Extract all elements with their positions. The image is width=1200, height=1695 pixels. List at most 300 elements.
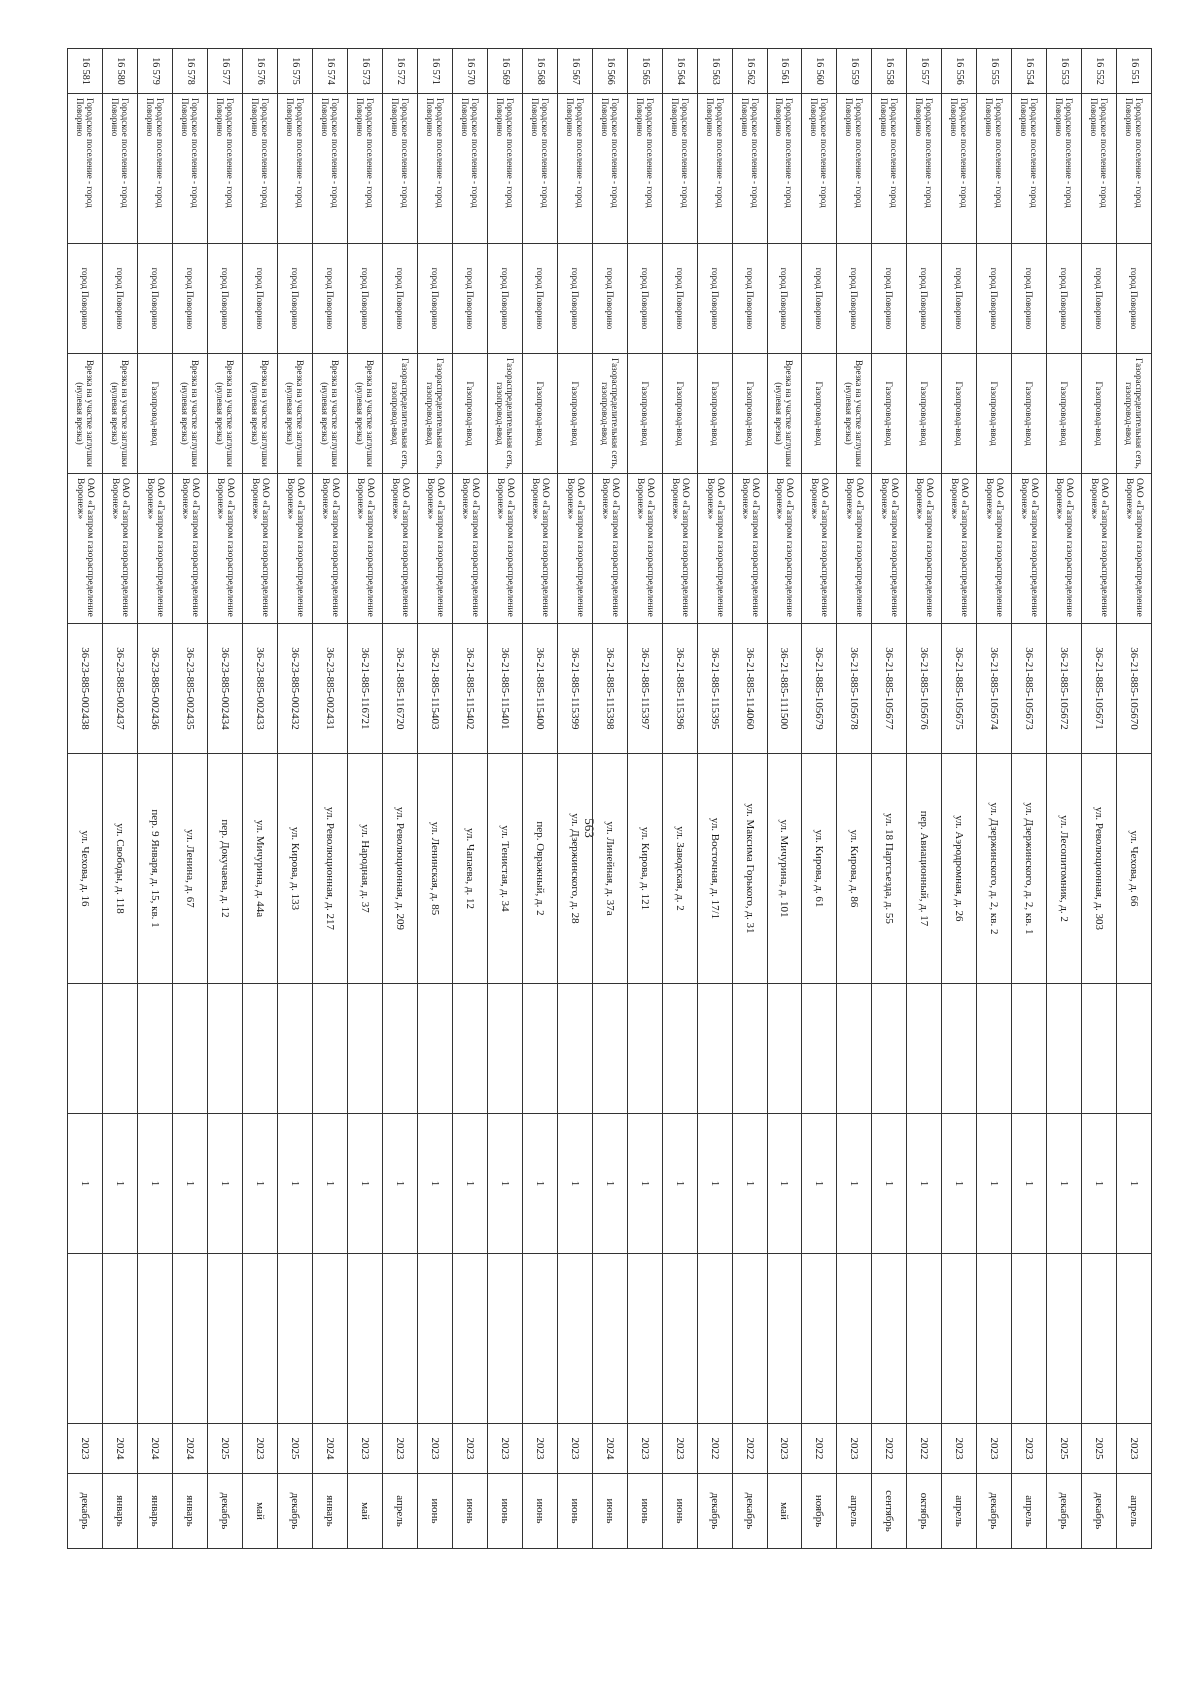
cell-cadastral: 36-21-885-116721 [348, 624, 383, 754]
cell-cadastral: 36-23-885-002437 [103, 624, 138, 754]
cell-count: 1 [1012, 1114, 1047, 1254]
cell-address: ул. Аэродромная, д. 26 [942, 754, 977, 984]
cell-type: Газопровод-ввод [138, 354, 173, 474]
cell-town: город Поворино [68, 244, 103, 354]
cell-settlement: Городское поселение - город Поворино [872, 94, 907, 244]
cell-settlement: Городское поселение - город Поворино [487, 94, 522, 244]
cell-org: ОАО «Газпром газораспределение Воронеж» [627, 474, 662, 624]
cell-count: 1 [592, 1114, 627, 1254]
cell-id [557, 49, 592, 94]
cell-year: 2023 [417, 1424, 452, 1474]
cell-town: город Поворино [697, 244, 732, 354]
cell-month: апрель [1117, 1474, 1152, 1549]
cell-type: Газораспределительная сеть, газопровод-ввод [487, 354, 522, 474]
row-number: 16 562 [744, 57, 756, 85]
cell-empty [557, 984, 592, 1114]
cell-year: 2023 [767, 1424, 802, 1474]
cell-type: Газопровод-ввод [907, 354, 942, 474]
cell-month: декабрь [732, 1474, 767, 1549]
cell-org: ОАО «Газпром газораспределение Воронеж» [837, 474, 872, 624]
row-number: 16 559 [849, 57, 861, 85]
cell-cadastral: 36-21-885-115398 [592, 624, 627, 754]
cell-empty [103, 984, 138, 1114]
table-row [627, 49, 662, 1549]
table-row [208, 49, 243, 1549]
cell-type: Газопровод-ввод [942, 354, 977, 474]
cell-count: 1 [452, 1114, 487, 1254]
cell-cadastral: 36-21-885-111500 [767, 624, 802, 754]
cell-empty [732, 984, 767, 1114]
row-number: 16 558 [884, 57, 896, 85]
cell-settlement: Городское поселение - город Поворино [732, 94, 767, 244]
cell-count: 1 [68, 1114, 103, 1254]
cell-month: декабрь [208, 1474, 243, 1549]
cell-org: ОАО «Газпром газораспределение Воронеж» [417, 474, 452, 624]
cell-town: город Поворино [907, 244, 942, 354]
cell-org: ОАО «Газпром газораспределение Воронеж» [942, 474, 977, 624]
cell-cadastral: 36-23-885-002432 [278, 624, 313, 754]
cell-empty [103, 1254, 138, 1424]
cell-org: ОАО «Газпром газораспределение Воронеж» [278, 474, 313, 624]
cell-month: июнь [522, 1474, 557, 1549]
cell-empty [208, 984, 243, 1114]
cell-id [732, 49, 767, 94]
cell-id [138, 49, 173, 94]
cell-year: 2023 [522, 1424, 557, 1474]
cell-address: ул. Кирова, д. 61 [802, 754, 837, 984]
cell-empty [627, 984, 662, 1114]
cell-year: 2023 [557, 1424, 592, 1474]
cell-settlement: Городское поселение - город Поворино [1012, 94, 1047, 244]
cell-month: декабрь [278, 1474, 313, 1549]
cell-cadastral: 36-21-885-105679 [802, 624, 837, 754]
cell-empty [977, 1254, 1012, 1424]
cell-type: Врезка на участке заглушки (нулевая врезка) [313, 354, 348, 474]
cell-empty [662, 984, 697, 1114]
cell-settlement: Городское поселение - город Поворино [907, 94, 942, 244]
row-number: 16 560 [814, 57, 826, 85]
row-number: 16 577 [220, 57, 232, 85]
cell-cadastral: 36-21-885-105672 [1047, 624, 1082, 754]
cell-count: 1 [138, 1114, 173, 1254]
cell-cadastral: 36-21-885-105673 [1012, 624, 1047, 754]
cell-empty [592, 1254, 627, 1424]
cell-address: ул. Максима Горького, д. 31 [732, 754, 767, 984]
row-number: 16 569 [499, 57, 511, 85]
cell-org: ОАО «Газпром газораспределение Воронеж» [592, 474, 627, 624]
row-number: 16 578 [185, 57, 197, 85]
cell-town: город Поворино [1117, 244, 1152, 354]
cell-empty [837, 984, 872, 1114]
cell-settlement: Городское поселение - город Поворино [103, 94, 138, 244]
cell-type: Газопровод-ввод [662, 354, 697, 474]
cell-month: апрель [383, 1474, 418, 1549]
cell-town: город Поворино [487, 244, 522, 354]
cell-month: январь [103, 1474, 138, 1549]
table-row [837, 49, 872, 1549]
table-row [243, 49, 278, 1549]
cell-type: Газопровод-ввод [732, 354, 767, 474]
cell-cadastral: 36-21-885-115399 [557, 624, 592, 754]
cell-id [1012, 49, 1047, 94]
cell-year: 2022 [907, 1424, 942, 1474]
cell-town: город Поворино [942, 244, 977, 354]
cell-year: 2023 [977, 1424, 1012, 1474]
cell-year: 2023 [1012, 1424, 1047, 1474]
cell-type: Врезка на участке заглушки (нулевая врезка) [173, 354, 208, 474]
cell-year: 2022 [732, 1424, 767, 1474]
cell-type: Врезка на участке заглушки (нулевая врезка) [837, 354, 872, 474]
cell-town: город Поворино [208, 244, 243, 354]
table-row [907, 49, 942, 1549]
cell-type: Врезка на участке заглушки (нулевая врезка) [68, 354, 103, 474]
row-number: 16 565 [639, 57, 651, 85]
cell-empty [732, 1254, 767, 1424]
table-row [1117, 49, 1152, 1549]
cell-cadastral: 36-21-885-115401 [487, 624, 522, 754]
cell-type: Врезка на участке заглушки (нулевая врезка) [278, 354, 313, 474]
cell-empty [627, 1254, 662, 1424]
cell-type: Газопровод-ввод [1012, 354, 1047, 474]
cell-address: ул. Тенистая, д. 34 [487, 754, 522, 984]
cell-year: 2023 [627, 1424, 662, 1474]
cell-town: город Поворино [103, 244, 138, 354]
cell-id [313, 49, 348, 94]
cell-empty [802, 984, 837, 1114]
cell-org: ОАО «Газпром газораспределение Воронеж» [907, 474, 942, 624]
cell-month: июнь [487, 1474, 522, 1549]
cell-address: ул. Дзержинского, д. 2, кв. 2 [977, 754, 1012, 984]
row-number: 16 561 [779, 57, 791, 85]
cell-address: ул. 18 Партсъезда, д. 55 [872, 754, 907, 984]
cell-count: 1 [278, 1114, 313, 1254]
cell-empty [348, 984, 383, 1114]
cell-org: ОАО «Газпром газораспределение Воронеж» [348, 474, 383, 624]
cell-town: город Поворино [872, 244, 907, 354]
cell-count: 1 [942, 1114, 977, 1254]
cell-town: город Поворино [243, 244, 278, 354]
cell-town: город Поворино [802, 244, 837, 354]
row-number: 16 581 [80, 57, 92, 85]
cell-empty [243, 984, 278, 1114]
cell-org: ОАО «Газпром газораспределение Воронеж» [557, 474, 592, 624]
cell-empty [1012, 984, 1047, 1114]
cell-empty [1047, 984, 1082, 1114]
cell-id [452, 49, 487, 94]
cell-org: ОАО «Газпром газораспределение Воронеж» [313, 474, 348, 624]
cell-cadastral: 36-21-885-115400 [522, 624, 557, 754]
cell-month: сентябрь [872, 1474, 907, 1549]
table-row [348, 49, 383, 1549]
cell-year: 2023 [837, 1424, 872, 1474]
cell-count: 1 [662, 1114, 697, 1254]
cell-address: ул. Дзержинского, д. 28 [557, 754, 592, 984]
cell-month: декабрь [68, 1474, 103, 1549]
table-row [383, 49, 418, 1549]
cell-town: город Поворино [313, 244, 348, 354]
cell-type: Газопровод-ввод [697, 354, 732, 474]
cell-empty [837, 1254, 872, 1424]
cell-empty [522, 984, 557, 1114]
cell-town: город Поворино [662, 244, 697, 354]
cell-id [627, 49, 662, 94]
cell-id [383, 49, 418, 94]
table-row [802, 49, 837, 1549]
cell-address: ул. Ленинская, д. 85 [417, 754, 452, 984]
cell-settlement: Городское поселение - город Поворино [243, 94, 278, 244]
cell-cadastral: 36-21-885-105677 [872, 624, 907, 754]
cell-address: ул. Революционная, д. 303 [1082, 754, 1117, 984]
cell-month: декабрь [1047, 1474, 1082, 1549]
row-number: 16 566 [604, 57, 616, 85]
cell-org: ОАО «Газпром газораспределение Воронеж» [767, 474, 802, 624]
cell-count: 1 [487, 1114, 522, 1254]
cell-month: январь [313, 1474, 348, 1549]
table-row [313, 49, 348, 1549]
table-row [592, 49, 627, 1549]
cell-month: декабрь [977, 1474, 1012, 1549]
cell-month: май [348, 1474, 383, 1549]
cell-settlement: Городское поселение - город Поворино [138, 94, 173, 244]
cell-empty [452, 984, 487, 1114]
cell-settlement: Городское поселение - город Поворино [522, 94, 557, 244]
cell-count: 1 [977, 1114, 1012, 1254]
table-row [452, 49, 487, 1549]
cell-cadastral: 36-21-885-115396 [662, 624, 697, 754]
cell-town: город Поворино [837, 244, 872, 354]
row-number: 16 557 [919, 57, 931, 85]
row-number: 16 552 [1094, 57, 1106, 85]
cell-type: Врезка на участке заглушки (нулевая врезка) [767, 354, 802, 474]
cell-cadastral: 36-21-885-116720 [383, 624, 418, 754]
cell-id [837, 49, 872, 94]
cell-type: Газопровод-ввод [627, 354, 662, 474]
cell-address: ул. Чехова, д. 66 [1117, 754, 1152, 984]
cell-year: 2023 [383, 1424, 418, 1474]
cell-empty [942, 984, 977, 1114]
cell-type: Газопровод-ввод [802, 354, 837, 474]
table-row [662, 49, 697, 1549]
cell-empty [487, 1254, 522, 1424]
cell-settlement: Городское поселение - город Поворино [1047, 94, 1082, 244]
cell-id [802, 49, 837, 94]
table-row [1012, 49, 1047, 1549]
cell-type: Газопровод-ввод [452, 354, 487, 474]
cell-org: ОАО «Газпром газораспределение Воронеж» [977, 474, 1012, 624]
cell-empty [313, 984, 348, 1114]
cell-type: Газопровод-ввод [1047, 354, 1082, 474]
cell-count: 1 [103, 1114, 138, 1254]
cell-month: июнь [662, 1474, 697, 1549]
cell-id [103, 49, 138, 94]
cell-year: 2023 [452, 1424, 487, 1474]
cell-town: город Поворино [592, 244, 627, 354]
cell-month: июнь [592, 1474, 627, 1549]
cell-settlement: Городское поселение - город Поворино [1082, 94, 1117, 244]
table-row [487, 49, 522, 1549]
cell-town: город Поворино [557, 244, 592, 354]
cell-address: пер. Овражный, д. 2 [522, 754, 557, 984]
cell-id [942, 49, 977, 94]
cell-count: 1 [732, 1114, 767, 1254]
row-number: 16 554 [1024, 57, 1036, 85]
cell-id [977, 49, 1012, 94]
table-row [872, 49, 907, 1549]
cell-town: город Поворино [1012, 244, 1047, 354]
cell-address: ул. Заводская, д. 2 [662, 754, 697, 984]
cell-town: город Поворино [627, 244, 662, 354]
cell-id [278, 49, 313, 94]
cell-address: ул. Мичурина, д. 44а [243, 754, 278, 984]
cell-empty [278, 1254, 313, 1424]
cell-settlement: Городское поселение - город Поворино [977, 94, 1012, 244]
cell-id [872, 49, 907, 94]
cell-type: Газопровод-ввод [557, 354, 592, 474]
cell-town: город Поворино [138, 244, 173, 354]
row-number: 16 570 [464, 57, 476, 85]
cell-cadastral: 36-21-885-105674 [977, 624, 1012, 754]
cell-type: Врезка на участке заглушки (нулевая врезка) [243, 354, 278, 474]
cell-settlement: Городское поселение - город Поворино [173, 94, 208, 244]
cell-address: ул. Восточная, д. 17/1 [697, 754, 732, 984]
cell-cadastral: 36-23-885-002438 [68, 624, 103, 754]
row-number: 16 576 [255, 57, 267, 85]
cell-empty [872, 1254, 907, 1424]
cell-year: 2024 [103, 1424, 138, 1474]
row-number: 16 572 [395, 57, 407, 85]
cell-month: декабрь [697, 1474, 732, 1549]
table-row [68, 49, 103, 1549]
row-number: 16 555 [989, 57, 1001, 85]
cell-town: город Поворино [522, 244, 557, 354]
table-row [732, 49, 767, 1549]
cell-id [907, 49, 942, 94]
cell-settlement: Городское поселение - город Поворино [557, 94, 592, 244]
cell-id [662, 49, 697, 94]
cell-cadastral: 36-23-885-002435 [173, 624, 208, 754]
cell-org: ОАО «Газпром газораспределение Воронеж» [1047, 474, 1082, 624]
cell-settlement: Городское поселение - город Поворино [592, 94, 627, 244]
rotated-table-pane [67, 48, 1152, 1548]
cell-cadastral: 36-23-885-002436 [138, 624, 173, 754]
row-number: 16 571 [429, 57, 441, 85]
cell-count: 1 [627, 1114, 662, 1254]
cell-town: город Поворино [383, 244, 418, 354]
cell-empty [977, 984, 1012, 1114]
cell-cadastral: 36-23-885-002433 [243, 624, 278, 754]
cell-empty [662, 1254, 697, 1424]
cell-empty [1117, 984, 1152, 1114]
cell-org: ОАО «Газпром газораспределение Воронеж» [208, 474, 243, 624]
cell-address: пер. Докучаева, д. 12 [208, 754, 243, 984]
cell-address: ул. Мичурина, д. 101 [767, 754, 802, 984]
cell-settlement: Городское поселение - город Поворино [802, 94, 837, 244]
cell-type: Врезка на участке заглушки (нулевая врезка) [208, 354, 243, 474]
cell-address: пер. 9 Января, д. 15, кв. 1 [138, 754, 173, 984]
cell-settlement: Городское поселение - город Поворино [348, 94, 383, 244]
cell-year: 2025 [1082, 1424, 1117, 1474]
cell-count: 1 [1082, 1114, 1117, 1254]
cell-empty [697, 1254, 732, 1424]
cell-type: Газораспределительная сеть, газопровод-ввод [1117, 354, 1152, 474]
cell-address: ул. Свободы, д. 118 [103, 754, 138, 984]
cell-empty [697, 984, 732, 1114]
table-row [942, 49, 977, 1549]
cell-type: Газораспределительная сеть, газопровод-ввод [592, 354, 627, 474]
cell-org: ОАО «Газпром газораспределение Воронеж» [1117, 474, 1152, 624]
cell-type: Врезка на участке заглушки (нулевая врезка) [103, 354, 138, 474]
cell-town: город Поворино [977, 244, 1012, 354]
cell-count: 1 [767, 1114, 802, 1254]
cell-address: ул. Революционная, д. 209 [383, 754, 418, 984]
cell-settlement: Городское поселение - город Поворино [68, 94, 103, 244]
cell-id [417, 49, 452, 94]
cell-empty [68, 984, 103, 1114]
cell-year: 2024 [313, 1424, 348, 1474]
cell-empty [907, 984, 942, 1114]
cell-empty [173, 1254, 208, 1424]
cell-town: город Поворино [278, 244, 313, 354]
cell-month: июнь [417, 1474, 452, 1549]
cell-id [1117, 49, 1152, 94]
cell-count: 1 [243, 1114, 278, 1254]
cell-year: 2024 [173, 1424, 208, 1474]
table-row [103, 49, 138, 1549]
cell-count: 1 [348, 1114, 383, 1254]
cell-town: город Поворино [417, 244, 452, 354]
cell-org: ОАО «Газпром газораспределение Воронеж» [383, 474, 418, 624]
cell-empty [767, 1254, 802, 1424]
cell-settlement: Городское поселение - город Поворино [942, 94, 977, 244]
cell-count: 1 [907, 1114, 942, 1254]
table-row [522, 49, 557, 1549]
cell-settlement: Городское поселение - город Поворино [767, 94, 802, 244]
cell-cadastral: 36-21-885-115395 [697, 624, 732, 754]
cell-empty [383, 1254, 418, 1424]
cell-cadastral: 36-21-885-114060 [732, 624, 767, 754]
cell-cadastral: 36-21-885-105671 [1082, 624, 1117, 754]
cell-town: город Поворино [348, 244, 383, 354]
cell-empty [173, 984, 208, 1114]
cell-org: ОАО «Газпром газораспределение Воронеж» [1082, 474, 1117, 624]
table-row [1047, 49, 1082, 1549]
row-number: 16 568 [534, 57, 546, 85]
cell-month: ноябрь [802, 1474, 837, 1549]
cell-empty [208, 1254, 243, 1424]
cell-address: ул. Линейная, д. 37а [592, 754, 627, 984]
cell-empty [68, 1254, 103, 1424]
row-number: 16 574 [325, 57, 337, 85]
row-number: 16 563 [709, 57, 721, 85]
cell-org: ОАО «Газпром газораспределение Воронеж» [103, 474, 138, 624]
cell-address: ул. Кирова, д. 86 [837, 754, 872, 984]
cell-id [348, 49, 383, 94]
cell-year: 2023 [942, 1424, 977, 1474]
cell-org: ОАО «Газпром газораспределение Воронеж» [1012, 474, 1047, 624]
cell-id [1082, 49, 1117, 94]
cell-town: город Поворино [173, 244, 208, 354]
cell-cadastral: 36-21-885-105678 [837, 624, 872, 754]
cell-month: апрель [1012, 1474, 1047, 1549]
row-number: 16 575 [290, 57, 302, 85]
cell-address: ул. Лесопитомник, д. 2 [1047, 754, 1082, 984]
cell-empty [522, 1254, 557, 1424]
cell-year: 2023 [487, 1424, 522, 1474]
cell-empty [348, 1254, 383, 1424]
cell-settlement: Городское поселение - город Поворино [417, 94, 452, 244]
cell-empty [907, 1254, 942, 1424]
table-row [173, 49, 208, 1549]
